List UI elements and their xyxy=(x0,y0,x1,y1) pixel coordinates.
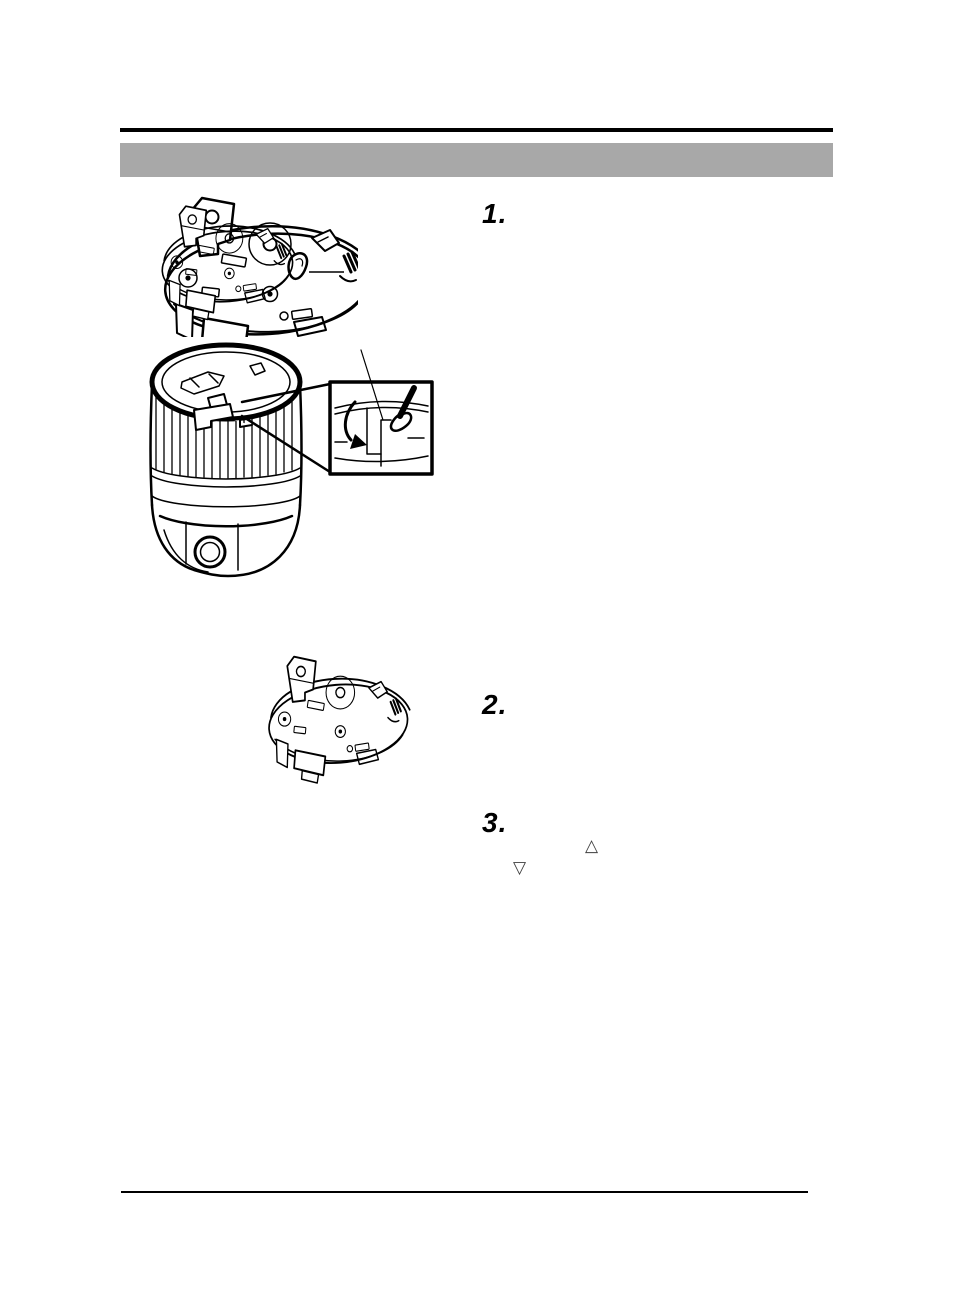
inset-leader-line xyxy=(361,350,383,420)
step-2-number: 2. xyxy=(482,689,508,720)
mounting-base-with-safety-wire-illustration xyxy=(146,192,358,337)
triangle-down-icon: ▽ xyxy=(513,858,527,877)
wire-hook-icon xyxy=(391,413,411,431)
step-1-number: 1. xyxy=(482,198,508,229)
mounting-base-illustration xyxy=(254,650,434,792)
section-heading-bar xyxy=(120,143,833,177)
top-rule xyxy=(120,128,833,132)
arrow-icon xyxy=(345,402,355,440)
safety-wire-icon xyxy=(289,253,308,279)
dome-camera-with-detail-inset-illustration xyxy=(146,340,438,582)
step-3-number: 3. xyxy=(482,807,508,838)
camera-lens xyxy=(195,537,225,567)
bottom-rule xyxy=(121,1191,808,1193)
arrow-head-icon xyxy=(350,434,367,449)
locking-tab xyxy=(194,394,252,430)
top-latch-details xyxy=(181,363,265,394)
triangle-up-icon: △ xyxy=(585,836,599,855)
